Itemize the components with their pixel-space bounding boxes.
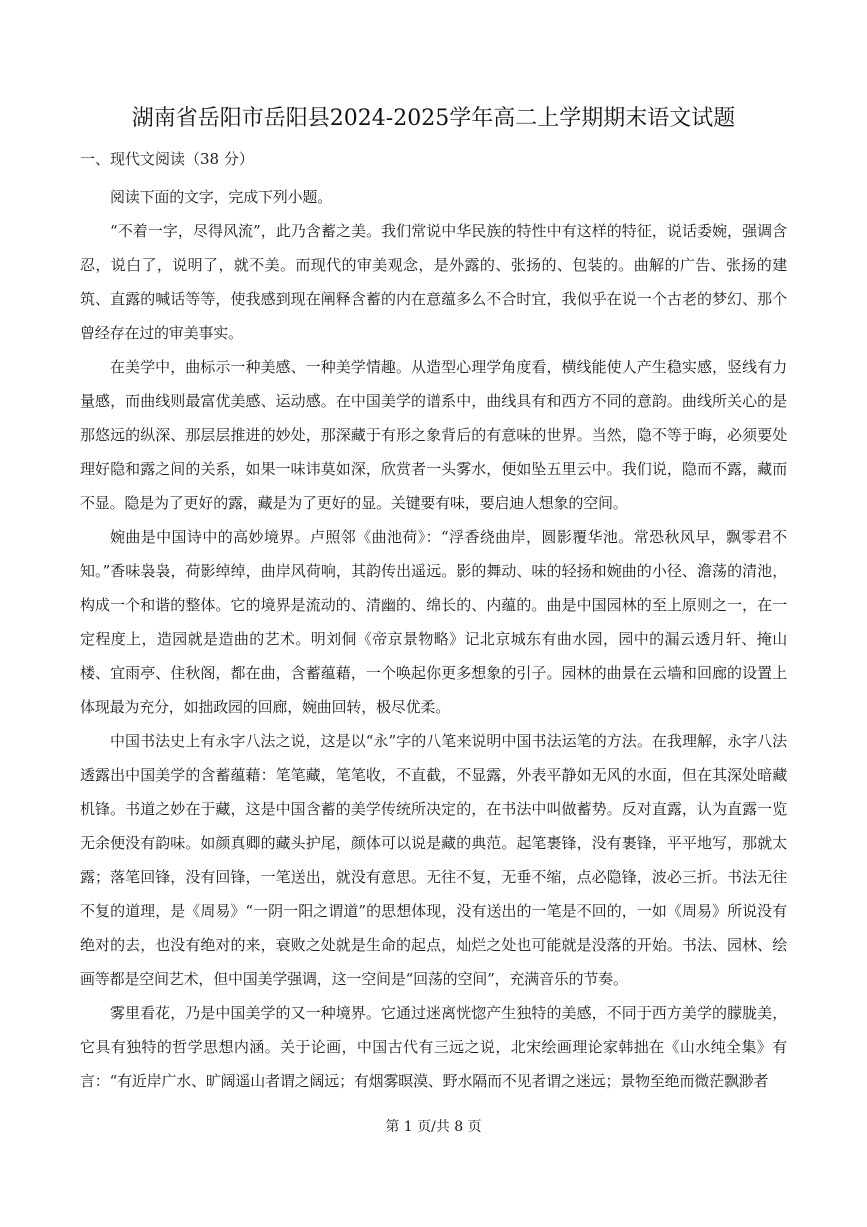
paragraph: 婉曲是中国诗中的高妙境界。卢照邻《曲池荷》：“浮香绕曲岸，圆影覆华池。常恐秋风早，飘零君不知。”香味袅袅，荷影绰绰，曲岸风荷响，其韵传出遥远。影的舞动、味的轻扬和婉曲的小径、澹荡的清池，构成一个和谐的整体。它的境界是流动的、清幽的、绵长的、内蕴的。曲是中国园林的至上原则之一，在一定程度上，造园就是造曲的艺术。明刘侗《帝京景物略》记北京城东有曲水园，园中的漏云透月轩、掩山楼、宜雨亭、住秋阁，都在曲，含蓄蕴藉，一个唤起你更多想象的引子。园林的曲景在云墙和回廊的设置上体现最为充分，如拙政园的回廊，婉曲回转，极尽优柔。 [80,528,787,716]
paragraph-instruction: 阅读下面的文字，完成下列小题。 [110,188,333,206]
page-footer: 第 1 页/共 8 页 [385,1119,482,1135]
paragraph: 雾里看花，乃是中国美学的又一种境界。它通过迷离恍惚产生独特的美感，不同于西方美学的朦胧美，它具有独特的哲学思想内涵。关于论画，中国古代有三远之说，北宋绘画理论家韩拙在《山水纯全集》有言：“有近岸广水、旷阔遥山者谓之阔远；有烟雾暝漠、野水隔而不见者谓之迷远；景物至绝而微茫飘渺者 [80,1004,787,1090]
paragraph: “不着一字，尽得风流”，此乃含蓄之美。我们常说中华民族的特性中有这样的特征，说话委婉，强调含忍，说白了，说明了，就不美。而现代的审美观念，是外露的、张扬的、包装的。曲解的广告、张扬的建筑、直露的喊话等等，使我感到现在阐释含蓄的内在意蕴多么不合时宜，我似乎在说一个古老的梦幻、那个曾经存在过的审美事实。 [80,222,787,342]
paragraph: 在美学中，曲标示一种美感、一种美学情趣。从造型心理学角度看，横线能使人产生稳实感，竖线有力量感，而曲线则最富优美感、运动感。在中国美学的谱系中，曲线具有和西方不同的意韵。曲线所关心的是那悠远的纵深、那层层推进的妙处，那深藏于有形之象背后的有意味的世界。当然，隐不等于晦，必须要处理好隐和露之间的关系，如果一味讳莫如深，欣赏者一头雾水，便如坠五里云中。我们说，隐而不露，藏而不显。隐是为了更好的露，藏是为了更好的显。关键要有味，要启迪人想象的空间。 [80,358,787,512]
document-body [80,180,787,1098]
paragraph: 中国书法史上有永字八法之说，这是以“永”字的八笔来说明中国书法运笔的方法。在我理解，永字八法透露出中国美学的含蓄蕴藉：笔笔藏，笔笔收，不直截，不显露，外表平静如无风的水面，但在其深处暗藏机锋。书道之妙在于藏，这是中国含蓄的美学传统所决定的，在书法中叫做蓄势。反对直露，认为直露一览无余便没有韵味。如颜真卿的藏头护尾，颜体可以说是藏的典范。起笔裹锋，没有裹锋，平平地写，那就太露；落笔回锋，没有回锋，一笔送出，就没有意思。无往不复，无垂不缩，点必隐锋，波必三折。书法无往不复的道理，是《周易》“一阴一阳之谓道”的思想体现，没有送出的一笔是不回的，一如《周易》所说没有绝对的去，也没有绝对的来，衰败之处就是生命的起点，灿烂之处也可能就是没落的开始。书法、园林、绘画等都是空间艺术，但中国美学强调，这一空间是“回荡的空间”，充满音乐的节奏。 [80,732,787,988]
section-heading: 一、现代文阅读（38 分） [80,150,254,168]
document-title: 湖南省岳阳市岳阳县2024-2025学年高二上学期期末语文试题 [131,106,736,131]
